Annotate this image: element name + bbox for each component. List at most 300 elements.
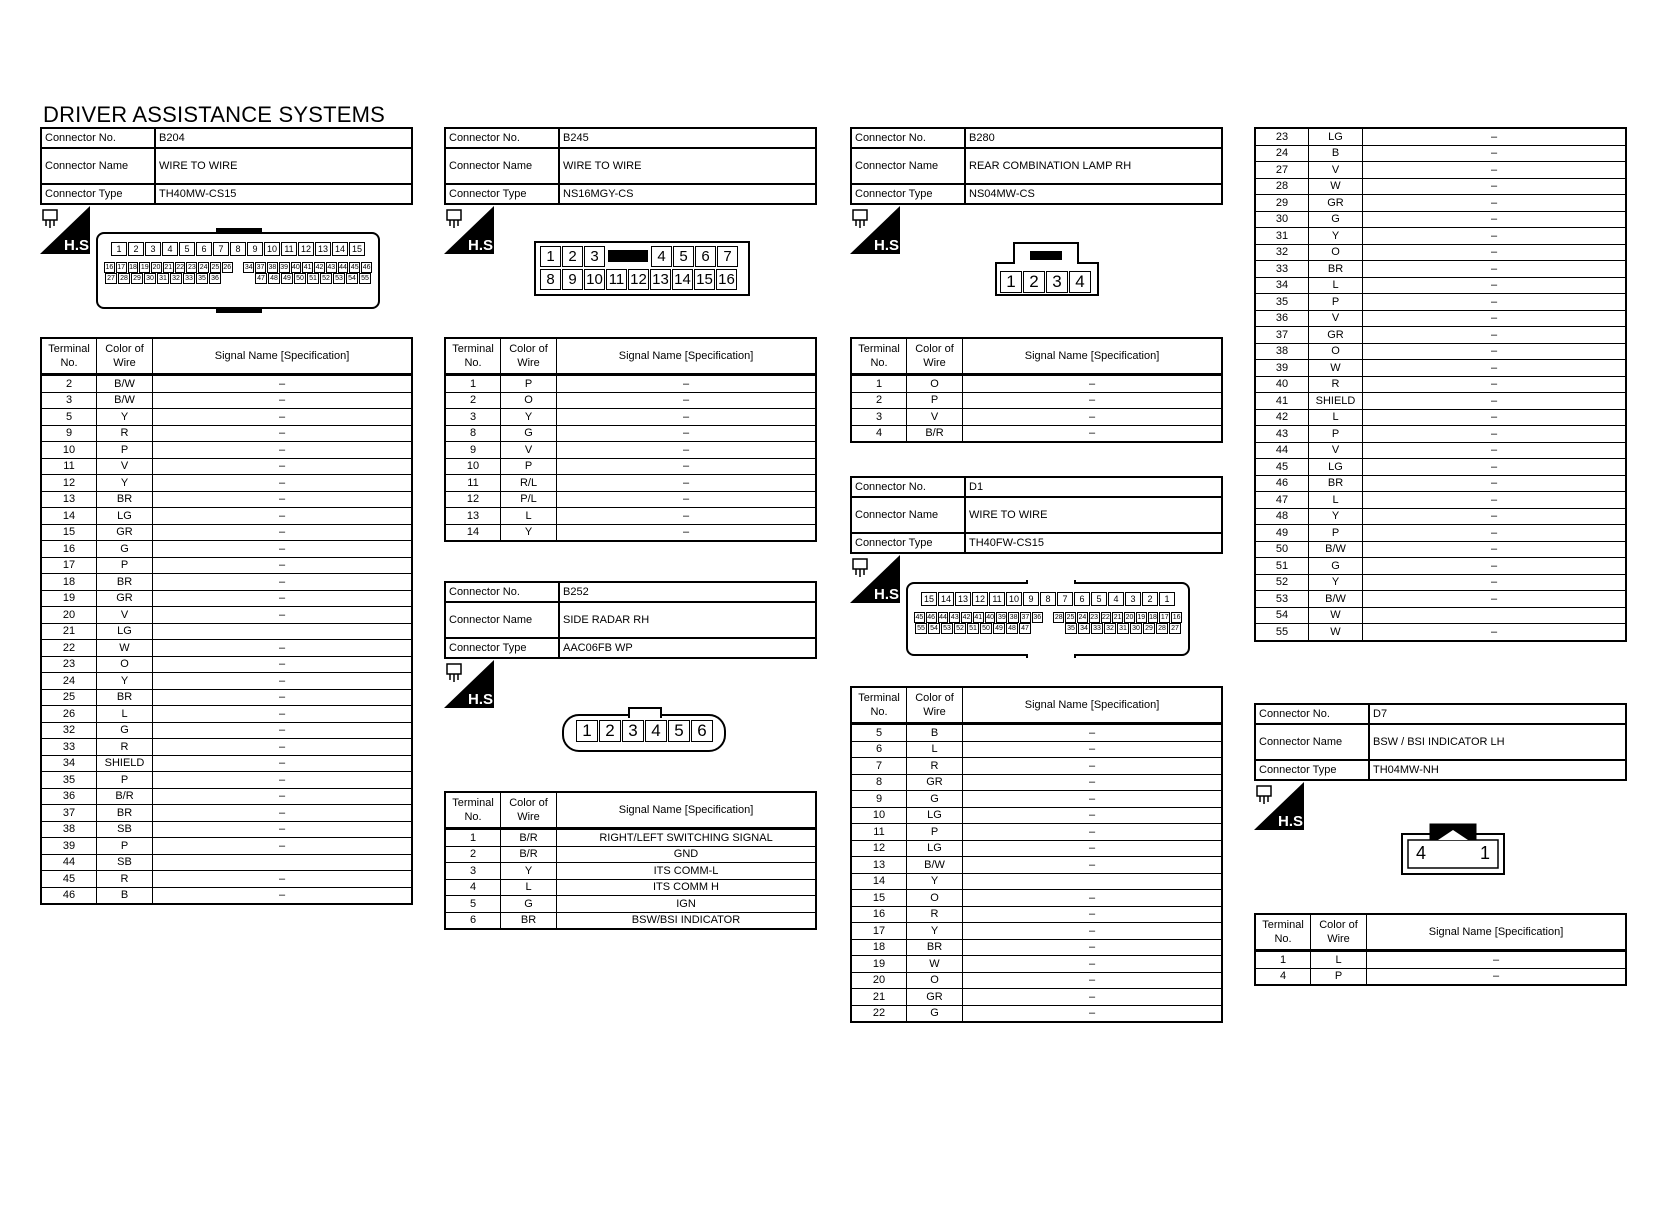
wire-color-cell: B (1309, 145, 1363, 162)
signal-name-cell: – (963, 824, 1223, 841)
terminal-no-cell: 40 (1255, 376, 1309, 393)
pin (1044, 612, 1053, 623)
pin: 11 (281, 242, 297, 256)
connector-d1 (850, 476, 1223, 554)
table-row (41, 590, 412, 607)
pin: 15 (921, 592, 937, 606)
color-header: Color of Wire (97, 338, 153, 375)
pin: 6 (691, 720, 713, 742)
wire-color-cell: O (907, 972, 963, 989)
signal-name-cell: GND (557, 846, 817, 863)
table-row (1255, 178, 1626, 195)
table-row (851, 409, 1222, 426)
table-row (41, 375, 412, 393)
pin: 54 (346, 273, 358, 284)
table-row (1255, 145, 1626, 162)
signal-name-cell: – (153, 772, 413, 789)
connector-face-d1 (906, 582, 1190, 656)
signal-name-cell: – (963, 741, 1223, 758)
terminal-no-cell: 48 (1255, 508, 1309, 525)
terminal-no-cell: 44 (1255, 442, 1309, 459)
table-row (445, 425, 816, 442)
wire-color-cell: W (1309, 178, 1363, 195)
terminal-no-cell: 32 (1255, 244, 1309, 261)
terminal-no-cell: 27 (1255, 162, 1309, 179)
pin: 39 (997, 614, 1006, 621)
terminal-no-cell: 22 (851, 1005, 907, 1022)
table-row (445, 392, 816, 409)
wire-color-cell: G (1309, 211, 1363, 228)
pin: 46 (927, 614, 936, 621)
wire-color-cell: B/W (1309, 541, 1363, 558)
pin: 19 (140, 264, 149, 271)
terminal-no-cell: 12 (41, 475, 97, 492)
terminal-no-cell: 12 (445, 491, 501, 508)
terminal-no-cell: 18 (851, 939, 907, 956)
pin: 48 (268, 273, 280, 284)
table-row (1255, 442, 1626, 459)
pin: 35 (196, 273, 208, 284)
svg-text:H.S.: H.S. (1278, 813, 1308, 830)
terminal-no-cell: 54 (1255, 607, 1309, 624)
terminal-no-cell: 2 (41, 375, 97, 393)
table-row (851, 791, 1222, 808)
pin: 9 (1023, 592, 1039, 606)
harness-side-icon (1254, 782, 1308, 830)
pin: 38 (268, 264, 277, 271)
signal-name-cell: RIGHT/LEFT SWITCHING SIGNAL (557, 829, 817, 847)
wire-color-cell: P (97, 442, 153, 459)
connector-name-value: WIRE TO WIRE (965, 497, 1222, 533)
table-row (851, 840, 1222, 857)
pin: 40 (292, 264, 300, 271)
terminal-no-cell: 4 (445, 879, 501, 896)
terminal-no-cell: 39 (1255, 360, 1309, 377)
wire-color-cell: V (501, 442, 557, 459)
wire-color-cell: V (1309, 442, 1363, 459)
pin: 3 (584, 246, 605, 267)
terminal-no-cell: 9 (445, 442, 501, 459)
pin: 5 (668, 720, 690, 742)
connector-face-b245 (534, 241, 750, 296)
pin: 55 (915, 623, 927, 634)
table-row (41, 673, 412, 690)
pin: 2 (1023, 271, 1045, 293)
pin: 25 (211, 264, 220, 271)
wire-color-cell: P/L (501, 491, 557, 508)
pin: 52 (954, 623, 966, 634)
pin (234, 262, 243, 273)
signal-name-cell: – (153, 541, 413, 558)
terminal-no-cell: 23 (1255, 128, 1309, 145)
wire-color-cell: GR (1309, 327, 1363, 344)
pin: 1 (1000, 271, 1022, 293)
signal-name-cell (1363, 607, 1627, 624)
table-row (1255, 327, 1626, 344)
table-row (1255, 195, 1626, 212)
pin: 38 (1009, 614, 1018, 621)
signal-name-cell: – (963, 425, 1223, 442)
wire-color-cell: O (1309, 343, 1363, 360)
terminal-no-cell: 4 (1255, 968, 1311, 985)
harness-side-icon (444, 660, 498, 708)
pin: 4 (651, 246, 672, 267)
table-row (41, 706, 412, 723)
pin: 30 (1130, 623, 1142, 634)
terminal-no-cell: 20 (41, 607, 97, 624)
signal-name-cell: – (153, 887, 413, 904)
wire-color-cell: LG (97, 508, 153, 525)
connector-name-value: WIRE TO WIRE (155, 148, 412, 184)
terminal-no-cell: 1 (851, 375, 907, 393)
terminal-no-cell: 1 (445, 375, 501, 393)
pin-1: 1 (1479, 843, 1490, 863)
table-row (1255, 558, 1626, 575)
wire-color-cell: V (97, 607, 153, 624)
signal-name-cell: – (1363, 294, 1627, 311)
pin: 36 (209, 273, 221, 284)
table-row (41, 491, 412, 508)
table-row (41, 788, 412, 805)
wire-color-cell: GR (97, 590, 153, 607)
terminal-no-cell: 34 (41, 755, 97, 772)
pin: 42 (962, 614, 971, 621)
table-row (445, 912, 816, 929)
connector-face-b280 (994, 241, 1100, 297)
wire-color-cell: P (907, 824, 963, 841)
terminal-no-cell: 33 (1255, 261, 1309, 278)
pin: 33 (183, 273, 195, 284)
signal-name-cell: – (963, 939, 1223, 956)
wire-color-cell: GR (97, 524, 153, 541)
signal-name-cell: – (153, 524, 413, 541)
table-row (1255, 128, 1626, 145)
terminal-no-cell: 14 (445, 524, 501, 541)
pin: 9 (562, 269, 583, 290)
table-row (41, 821, 412, 838)
table-row (851, 1005, 1222, 1022)
pin: 45 (915, 614, 924, 621)
pin: 34 (244, 264, 253, 271)
key-slot (608, 250, 648, 262)
terminal-no-cell: 8 (445, 425, 501, 442)
pin: 20 (152, 264, 161, 271)
connector-no-value: D1 (965, 477, 1222, 497)
signal-name-cell: – (963, 923, 1223, 940)
wire-color-cell: Y (501, 524, 557, 541)
signal-name-cell: – (1363, 541, 1627, 558)
terminal-no-cell: 16 (41, 541, 97, 558)
pin: 52 (320, 273, 332, 284)
pin: 48 (1006, 623, 1018, 634)
table-row (445, 896, 816, 913)
wire-color-cell: GR (1309, 195, 1363, 212)
pin: 46 (362, 264, 371, 271)
signal-name-cell: – (153, 392, 413, 409)
pin: 31 (1117, 623, 1129, 634)
terminal-no-cell: 46 (1255, 475, 1309, 492)
signal-name-cell: – (153, 673, 413, 690)
pin: 28 (118, 273, 130, 284)
connector-b204 (40, 127, 413, 205)
signal-name-cell: – (1363, 360, 1627, 377)
wire-color-cell: SHIELD (1309, 393, 1363, 410)
signal-name-cell: – (153, 425, 413, 442)
wire-color-cell: Y (907, 873, 963, 890)
terminal-no-cell: 7 (851, 758, 907, 775)
wire-color-cell: SB (97, 854, 153, 871)
terminal-table-d1 (850, 686, 1223, 1023)
signal-name-cell: ITS COMM-L (557, 863, 817, 880)
pin: 19 (1137, 614, 1146, 621)
pin: 43 (950, 614, 959, 621)
terminal-no-cell: 45 (41, 871, 97, 888)
pin: 11 (989, 592, 1005, 606)
wire-color-cell: L (97, 706, 153, 723)
pin: 6 (196, 242, 212, 256)
terminal-no-cell: 10 (445, 458, 501, 475)
pin: 23 (187, 264, 196, 271)
connector-header (40, 127, 413, 205)
connector-name-value: SIDE RADAR RH (559, 602, 816, 638)
signal-name-cell: – (153, 508, 413, 525)
pin: 29 (1143, 623, 1155, 634)
table-row (851, 873, 1222, 890)
pin: 3 (145, 242, 161, 256)
signal-name-cell: – (557, 475, 817, 492)
terminal-no-cell: 26 (41, 706, 97, 723)
table-row (1255, 541, 1626, 558)
terminal-no-cell: 52 (1255, 574, 1309, 591)
table-row (445, 829, 816, 847)
signal-name-cell: – (153, 821, 413, 838)
pin: 34 (1078, 623, 1090, 634)
pin: 32 (1104, 623, 1116, 634)
connector-name-label: Connector Name (445, 602, 559, 638)
table-row (1255, 277, 1626, 294)
terminal-no-cell: 3 (41, 392, 97, 409)
wire-color-cell: R (97, 871, 153, 888)
table-row (1255, 376, 1626, 393)
pin: 37 (1021, 614, 1030, 621)
table-row (445, 879, 816, 896)
terminal-no-cell: 43 (1255, 426, 1309, 443)
signal-header: Signal Name [Specification] (963, 687, 1223, 724)
terminal-no-cell: 45 (1255, 459, 1309, 476)
terminal-no-cell: 44 (41, 854, 97, 871)
signal-name-cell: – (1363, 162, 1627, 179)
table-row (41, 607, 412, 624)
signal-name-cell: – (963, 807, 1223, 824)
signal-name-cell: – (1367, 951, 1627, 969)
connector-type-label: Connector Type (41, 184, 155, 204)
table-row (41, 623, 412, 640)
wire-color-cell: O (907, 890, 963, 907)
wire-color-cell: B/W (97, 375, 153, 393)
wire-color-cell: L (1311, 951, 1367, 969)
signal-name-cell: – (1367, 968, 1627, 985)
signal-name-cell: – (963, 857, 1223, 874)
table-row (1255, 508, 1626, 525)
svg-text:H.S.: H.S. (874, 237, 904, 254)
table-row (41, 640, 412, 657)
pin: 21 (1113, 614, 1122, 621)
signal-name-cell: – (1363, 195, 1627, 212)
wire-color-cell: Y (907, 923, 963, 940)
signal-name-cell: – (963, 906, 1223, 923)
terminal-no-cell: 10 (851, 807, 907, 824)
svg-text:H.S.: H.S. (874, 586, 904, 603)
signal-name-cell: – (1363, 558, 1627, 575)
connector-no-value: B280 (965, 128, 1222, 148)
signal-name-cell: – (1363, 393, 1627, 410)
wire-color-cell: R (97, 425, 153, 442)
pin: 42 (315, 264, 324, 271)
wire-color-cell: O (1309, 244, 1363, 261)
signal-name-cell: – (153, 458, 413, 475)
terminal-no-cell: 39 (41, 838, 97, 855)
pin: 5 (673, 246, 694, 267)
terminal-no-cell: 30 (1255, 211, 1309, 228)
signal-name-cell: – (1363, 376, 1627, 393)
wire-color-cell: G (97, 541, 153, 558)
signal-name-cell: – (153, 640, 413, 657)
table-row (1255, 261, 1626, 278)
pin: 6 (695, 246, 716, 267)
pin: 7 (1057, 592, 1073, 606)
pin: 50 (980, 623, 992, 634)
pin: 3 (622, 720, 644, 742)
terminal-no-header: Terminal No. (1255, 914, 1311, 951)
table-row (41, 442, 412, 459)
terminal-no-cell: 21 (851, 989, 907, 1006)
pin: 30 (144, 273, 156, 284)
table-row (1255, 426, 1626, 443)
table-row (1255, 607, 1626, 624)
terminal-no-cell: 1 (1255, 951, 1311, 969)
table-row (851, 923, 1222, 940)
signal-name-cell: – (153, 590, 413, 607)
terminal-no-cell: 55 (1255, 624, 1309, 641)
table-row (445, 475, 816, 492)
signal-name-cell: – (963, 791, 1223, 808)
pin: 40 (986, 614, 994, 621)
terminal-no-cell: 13 (41, 491, 97, 508)
signal-name-cell: – (1363, 178, 1627, 195)
connector-name-label: Connector Name (851, 148, 965, 184)
signal-name-cell: – (153, 722, 413, 739)
table-row (1255, 459, 1626, 476)
signal-name-cell: – (1363, 343, 1627, 360)
terminal-no-cell: 21 (41, 623, 97, 640)
terminal-no-cell: 16 (851, 906, 907, 923)
pin: 47 (255, 273, 267, 284)
wire-color-cell: BR (97, 689, 153, 706)
table-row (851, 989, 1222, 1006)
pin: 27 (105, 273, 117, 284)
signal-name-cell: – (153, 574, 413, 591)
pin: 10 (264, 242, 280, 256)
table-row (41, 739, 412, 756)
pin: 32 (170, 273, 182, 284)
terminal-no-cell: 10 (41, 442, 97, 459)
pin: 18 (129, 264, 137, 271)
terminal-no-cell: 2 (445, 392, 501, 409)
wire-color-cell: L (501, 879, 557, 896)
pin: 3 (1125, 592, 1141, 606)
signal-name-cell (963, 873, 1223, 890)
terminal-no-cell: 5 (445, 896, 501, 913)
wire-color-cell: G (97, 722, 153, 739)
pin: 41 (974, 614, 983, 621)
wire-color-cell: B/R (501, 846, 557, 863)
pin: 44 (339, 264, 347, 271)
terminal-table-d1-continued (1254, 127, 1627, 642)
terminal-no-cell: 19 (851, 956, 907, 973)
table-row (41, 508, 412, 525)
table-row (1255, 393, 1626, 410)
connector-no-label: Connector No. (445, 128, 559, 148)
signal-name-cell: – (1363, 508, 1627, 525)
connector-no-label: Connector No. (851, 128, 965, 148)
signal-name-cell: – (1363, 145, 1627, 162)
wire-color-cell: Y (1309, 508, 1363, 525)
signal-name-cell: – (153, 739, 413, 756)
wire-color-cell: R (97, 739, 153, 756)
terminal-no-cell: 6 (851, 741, 907, 758)
signal-name-cell: – (153, 656, 413, 673)
signal-name-cell: – (1363, 327, 1627, 344)
wire-color-cell: V (97, 458, 153, 475)
pin: 23 (1090, 614, 1099, 621)
connector-no-label: Connector No. (41, 128, 155, 148)
terminal-no-cell: 36 (41, 788, 97, 805)
connector-type-value: NS04MW-CS (965, 184, 1222, 204)
wire-color-cell: LG (97, 623, 153, 640)
pin: 3 (1046, 271, 1068, 293)
table-row (1255, 968, 1626, 985)
wire-color-cell: B/R (97, 788, 153, 805)
signal-name-cell: – (153, 442, 413, 459)
pin: 21 (164, 264, 173, 271)
connector-no-label: Connector No. (1255, 704, 1369, 724)
pin: 15 (349, 242, 365, 256)
terminal-table-b280 (850, 337, 1223, 443)
terminal-table-b252 (444, 791, 817, 930)
pin: 15 (694, 269, 715, 290)
connector-d7 (1254, 703, 1627, 781)
pin: 11 (606, 269, 627, 290)
wire-color-cell: R (907, 758, 963, 775)
wire-color-cell: LG (1309, 459, 1363, 476)
table-row (1255, 475, 1626, 492)
signal-header: Signal Name [Specification] (1367, 914, 1627, 951)
connector-b280 (850, 127, 1223, 205)
page-title: DRIVER ASSISTANCE SYSTEMS (43, 102, 386, 127)
signal-name-cell: – (963, 409, 1223, 426)
pin: 8 (540, 269, 561, 290)
connector-face-d7 (1400, 818, 1506, 876)
signal-name-cell: – (557, 508, 817, 525)
wire-color-cell: P (1311, 968, 1367, 985)
signal-name-cell: – (153, 375, 413, 393)
signal-name-cell: – (1363, 261, 1627, 278)
terminal-no-cell: 28 (1255, 178, 1309, 195)
connector-name-label: Connector Name (851, 497, 965, 533)
terminal-no-cell: 13 (851, 857, 907, 874)
terminal-no-cell: 6 (445, 912, 501, 929)
pin: 24 (1078, 614, 1087, 621)
